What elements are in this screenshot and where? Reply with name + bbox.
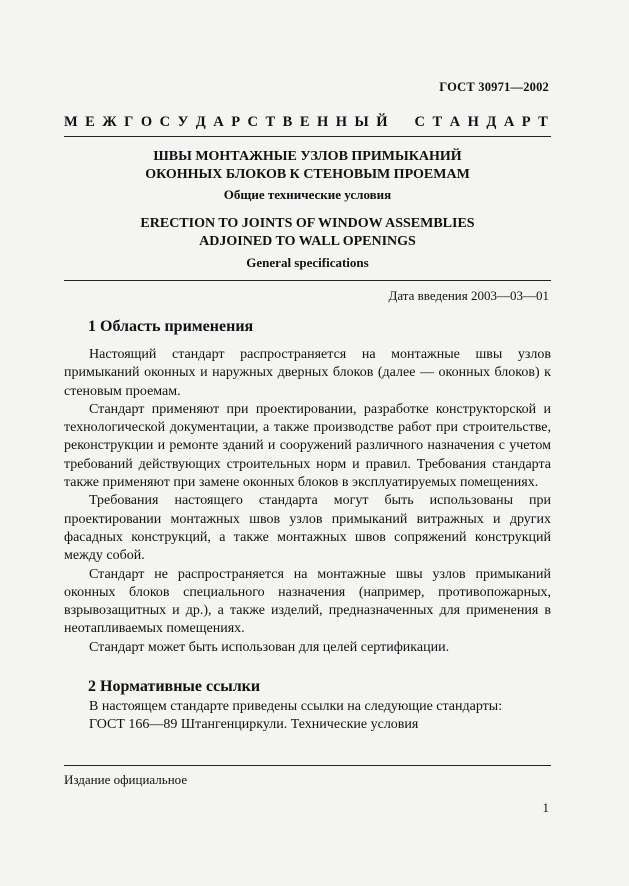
title-english — [64, 215, 551, 251]
banner-letter: С — [414, 114, 425, 130]
section-1-heading: 1 Область применения — [88, 318, 254, 335]
title-rule — [64, 280, 551, 281]
section-2-heading: 2 Нормативные ссылки — [88, 678, 261, 695]
banner-letter: Т — [265, 114, 276, 130]
section-1-paragraph: Настоящий стандарт распространяется на монтажные швы узлов примыканий оконных и наружных дверных блоков (далее — оконных блоков) к стеновым проемам. — [64, 347, 551, 399]
banner-letter: Д — [486, 114, 497, 130]
banner-letter: А — [503, 114, 515, 130]
banner-letter: О — [140, 114, 153, 130]
page-number: 1 — [542, 800, 549, 815]
banner-letter: М — [64, 114, 78, 130]
title-en-line-2: ADJOINED TO WALL OPENINGS — [199, 234, 416, 249]
section-1-paragraph: Стандарт может быть использован для целей сертификации. — [89, 639, 450, 655]
banner-letter: Г — [124, 114, 134, 130]
banner-letter: Т — [432, 114, 443, 130]
banner-letter: Ж — [102, 114, 117, 130]
banner-letter: Д — [195, 114, 206, 130]
banner-letter: Е — [299, 114, 310, 130]
banner-word-gap — [395, 114, 407, 131]
title-en-line-1: ERECTION TO JOINTS OF WINDOW ASSEMBLIES — [140, 216, 475, 231]
banner-letter: У — [177, 114, 189, 130]
banner-letter: Т — [538, 114, 548, 130]
banner-letter: А — [213, 114, 224, 130]
gost-number: ГОСТ 30971—2002 — [439, 80, 549, 94]
title-ru-line-1: ШВЫ МОНТАЖНЫЕ УЗЛОВ ПРИМЫКАНИЙ — [153, 149, 462, 164]
banner-letter: Ы — [354, 114, 369, 130]
banner-letter: Р — [521, 114, 531, 130]
subtitle-english: General specifications — [246, 255, 369, 270]
title-ru-line-2: ОКОННЫХ БЛОКОВ К СТЕНОВЫМ ПРОЕМАМ — [145, 167, 470, 182]
banner-letter: Е — [85, 114, 95, 130]
banner-letter: С — [159, 114, 171, 130]
banner-letter: Й — [376, 114, 388, 130]
edition-note: Издание официальное — [64, 772, 188, 787]
banner-letter: Р — [231, 114, 241, 130]
banner-letter: С — [247, 114, 259, 130]
footer-rule — [64, 765, 551, 766]
section-1-paragraph: Требования настоящего стандарта могут быть использованы при проектировании монтажных швов узлов примыканий витражных и других фасадных конструкций, а также монтажных швов сопряжений конструкций между собой. — [64, 493, 551, 564]
date-introduced: Дата введения 2003—03—01 — [388, 288, 549, 303]
section-1-body — [64, 346, 551, 657]
title-russian — [64, 148, 551, 184]
subtitle-russian: Общие технические условия — [223, 187, 392, 202]
banner-letter: Н — [316, 114, 329, 130]
section-2-body — [64, 698, 551, 735]
interstate-standard-banner — [64, 114, 548, 131]
banner-letter: Н — [467, 114, 479, 130]
banner-letter: А — [449, 114, 461, 130]
section-1-paragraph: Стандарт применяют при проектировании, разработке конструкторской и технологической документации, а также производстве работ при строительстве, реконструкции и ремонте зданий и сооружений различного назначения с учетом требований действующих строительных норм и правил. Требования стандарта также применяют при замене оконных блоков в эксплуатируемых помещениях. — [64, 401, 551, 491]
section-2-reference: ГОСТ 166—89 Штангенциркули. Технические условия — [89, 717, 419, 733]
section-1-paragraph: Стандарт не распространяется на монтажные швы узлов примыканий оконных блоков специального назначения (например, противопожарных, взрывозащитных и др.), а также изделий, предназначенных для применения в неотапливаемых помещениях. — [64, 566, 551, 637]
banner-letter: Н — [335, 114, 348, 130]
header-rule — [64, 136, 551, 137]
section-2-paragraph: В настоящем стандарте приведены ссылки на следующие стандарты: — [89, 699, 503, 714]
banner-letter: В — [282, 114, 293, 130]
